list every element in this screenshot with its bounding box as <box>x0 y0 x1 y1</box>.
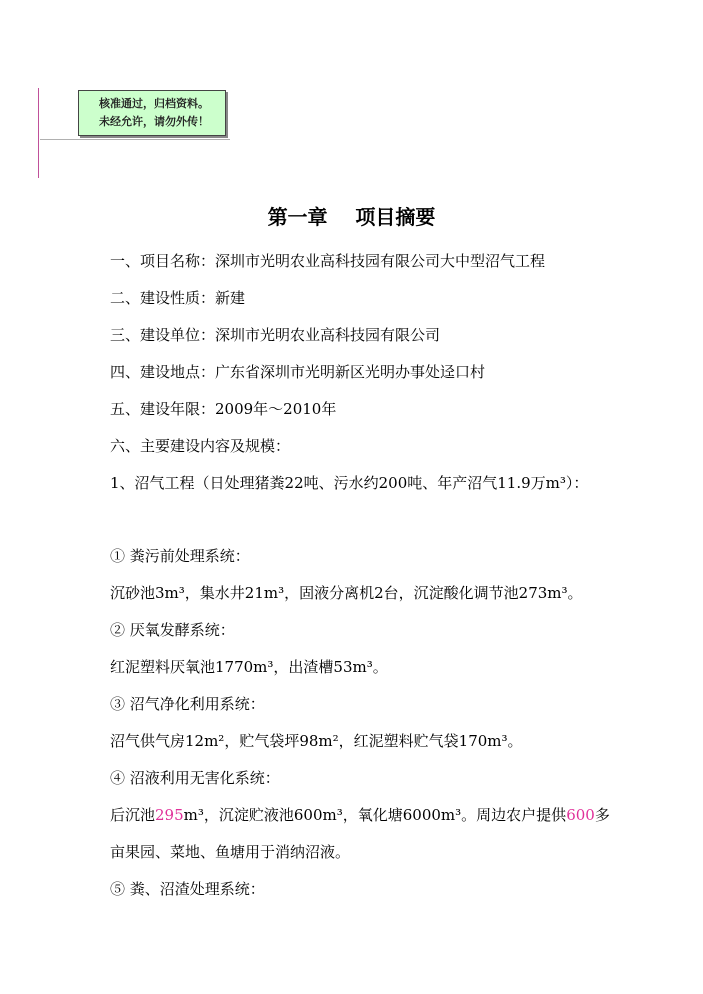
system-1-title: ① 粪污前处理系统： <box>110 547 250 565</box>
system-4-text-continued: 亩果园、菜地、鱼塘用于消纳沼液。 <box>110 843 351 861</box>
system-5-title: ⑤ 粪、沼渣处理系统： <box>110 880 265 898</box>
item-biogas-project: 1、沼气工程（日处理猪粪22吨、污水约200吨、年产沼气11.9万m³）： <box>110 474 589 492</box>
system-2-text: 红泥塑料厌氧池1770m³，出渣槽53m³。 <box>110 658 388 676</box>
system-4-text-c: 多 <box>594 806 610 824</box>
system-4-title: ④ 沼液利用无害化系统： <box>110 769 280 787</box>
system-3-title: ③ 沼气净化利用系统： <box>110 695 265 713</box>
highlight-number-600: 600 <box>566 806 595 824</box>
stamp-line-2: 未经允许，请勿外传！ <box>99 115 209 128</box>
item-content: 六、主要建设内容及规模： <box>110 437 291 455</box>
header-rule <box>40 139 230 140</box>
item-unit: 三、建设单位：深圳市光明农业高科技园有限公司 <box>110 326 441 344</box>
system-1-text: 沉砂池3m³，集水井21m³，固液分离机2台，沉淀酸化调节池273m³。 <box>110 584 583 602</box>
stamp-line-1: 核准通过，归档资料。 <box>99 97 209 110</box>
approval-stamp <box>78 90 226 136</box>
system-4-text-b: m³，沉淀贮液池600m³，氧化塘6000m³。周边农户提供 <box>183 806 567 824</box>
item-project-name: 一、项目名称：深圳市光明农业高科技园有限公司大中型沼气工程 <box>110 252 546 270</box>
item-period: 五、建设年限：2009年～2010年 <box>110 400 337 418</box>
system-2-title: ② 厌氧发酵系统： <box>110 621 235 639</box>
item-nature: 二、建设性质：新建 <box>110 289 246 307</box>
system-3-text: 沼气供气房12m²，贮气袋坪98m²，红泥塑料贮气袋170m³。 <box>110 732 523 750</box>
margin-marker-line <box>38 88 39 178</box>
system-4-text-a: 后沉池 <box>110 806 156 824</box>
chapter-title: 第一章 项目摘要 <box>267 205 436 229</box>
system-4-text <box>110 804 610 825</box>
highlight-number-295: 295 <box>155 806 184 824</box>
item-location: 四、建设地点：广东省深圳市光明新区光明办事处迳口村 <box>110 363 486 381</box>
